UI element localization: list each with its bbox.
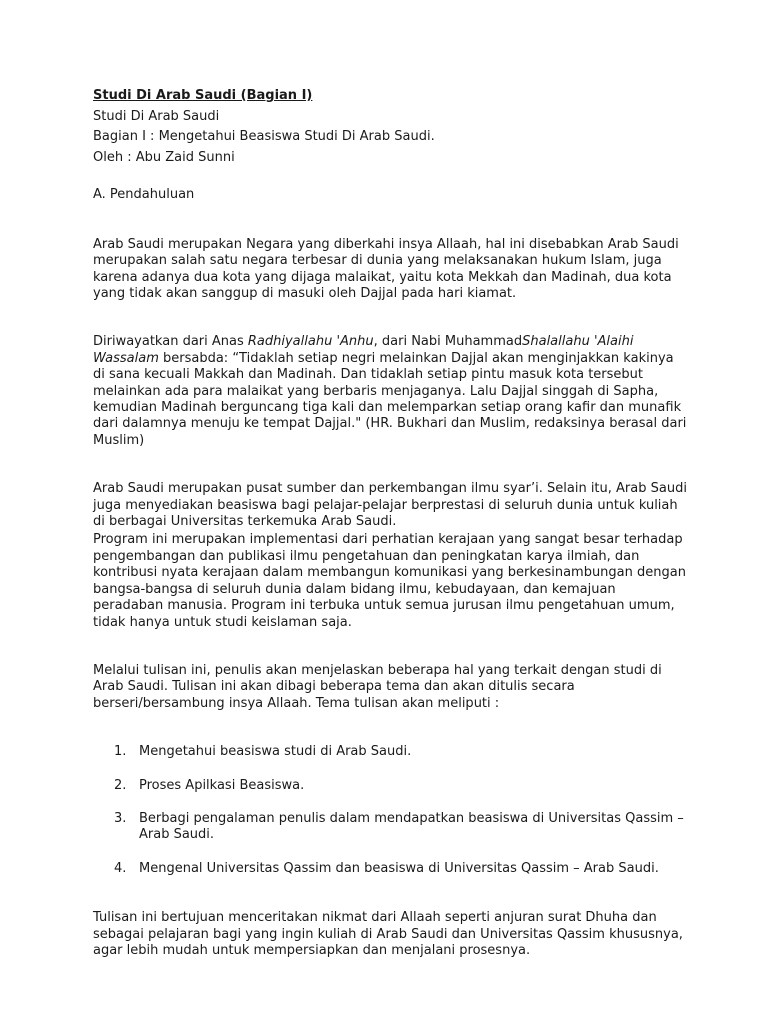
section-heading: A. Pendahuluan bbox=[93, 187, 195, 203]
document-title: Studi Di Arab Saudi (Bagian I) bbox=[93, 88, 313, 103]
paragraph-center-of-knowledge: Arab Saudi merupakan pusat sumber dan perkembangan ilmu syar’i. Selain itu, Arab Saudi juga menyediakan beasiswa bagi pelajar-pelajar berprestasi di seluruh dunia untuk kuliah di berbagai Universitas terkemuka Arab Saudi. bbox=[93, 481, 687, 530]
paragraph-intro: Arab Saudi merupakan Negara yang diberkahi insya Allaah, hal ini disebabkan Arab Saudi merupakan salah satu negara terbesar di dunia yang melaksanakan hukum Islam, juga karena adanya dua kota yang dijaga malaikat, yaitu kota Mekkah dan Madinah, dua kota yang tidak akan sanggup di masuki oleh Dajjal pada hari kiamat. bbox=[93, 236, 679, 301]
hadith-honorific-anas: Radhiyallahu 'Anhu bbox=[247, 334, 374, 350]
hadith-mid: , dari Nabi Muhammad bbox=[373, 334, 523, 350]
subtitle-line: Studi Di Arab Saudi bbox=[93, 108, 220, 124]
list-item: Proses Apilkasi Beasiswa. bbox=[139, 777, 305, 793]
author-line: Oleh : Abu Zaid Sunni bbox=[93, 149, 235, 165]
hadith-prefix: Diriwayatkan dari Anas bbox=[93, 334, 248, 350]
title-block bbox=[93, 88, 688, 166]
list-item: Mengenal Universitas Qassim dan beasiswa di Universitas Qassim – Arab Saudi. bbox=[139, 860, 659, 876]
paragraph-hadith bbox=[93, 334, 688, 449]
paragraph-overview: Melalui tulisan ini, penulis akan menjelaskan beberapa hal yang terkait dengan studi di Arab Saudi. Tulisan ini akan dibagi beberapa tema dan akan ditulis secara berseri/bersambung insya Allaah. Tema tulisan akan meliputi : bbox=[93, 662, 662, 711]
hadith-honorific-prophet: Shalallahu 'Alaihi Wassalam bbox=[93, 334, 634, 366]
list-item: Berbagi pengalaman penulis dalam mendapatkan beasiswa di Universitas Qassim – Arab Saudi. bbox=[139, 810, 684, 843]
paragraph-purpose: Tulisan ini bertujuan menceritakan nikmat dari Allaah seperti anjuran surat Dhuha dan sebagai pelajaran bagi yang ingin kuliah di Arab Saudi dan Universitas Qassim khususnya, agar lebih mudah untuk mempersiapkan dan menjalani prosesnya. bbox=[93, 910, 683, 958]
topics-list bbox=[93, 744, 688, 877]
paragraph-program: Program ini merupakan implementasi dari perhatian kerajaan yang sangat besar terhadap pengembangan dan publikasi ilmu pengetahuan dan peningkatan karya ilmiah, dan kontribusi nyata kerajaan dalam membangun komunikasi yang berkesinambungan dengan bangsa-bangsa di seluruh dunia dalam bidang ilmu, kebudayaan, dan kemajuan peradaban manusia. Program ini terbuka untuk semua jurusan ilmu pengetahuan umum, tidak hanya untuk studi keislaman saja. bbox=[93, 532, 686, 630]
part-line: Bagian I : Mengetahui Beasiswa Studi Di Arab Saudi. bbox=[93, 129, 435, 145]
hadith-text: bersabda: “Tidaklah setiap negri melainkan Dajjal akan menginjakkan kakinya di sana kecuali Makkah dan Madinah. Dan tidaklah setiap pintu masuk kota tersebut melainkan ada para malaikat yang berbaris menjaganya. Lalu Dajjal singgah di Sapha, kemudian Madinah berguncang tiga kali dan melemparkan setiap orang kafir dan munafik dari dalamnya menuju ke tempat Dajjal." (HR. Bukhari dan Muslim, redaksinya berasal dari Muslim) bbox=[93, 350, 687, 448]
list-item: Mengetahui beasiswa studi di Arab Saudi. bbox=[139, 744, 412, 760]
